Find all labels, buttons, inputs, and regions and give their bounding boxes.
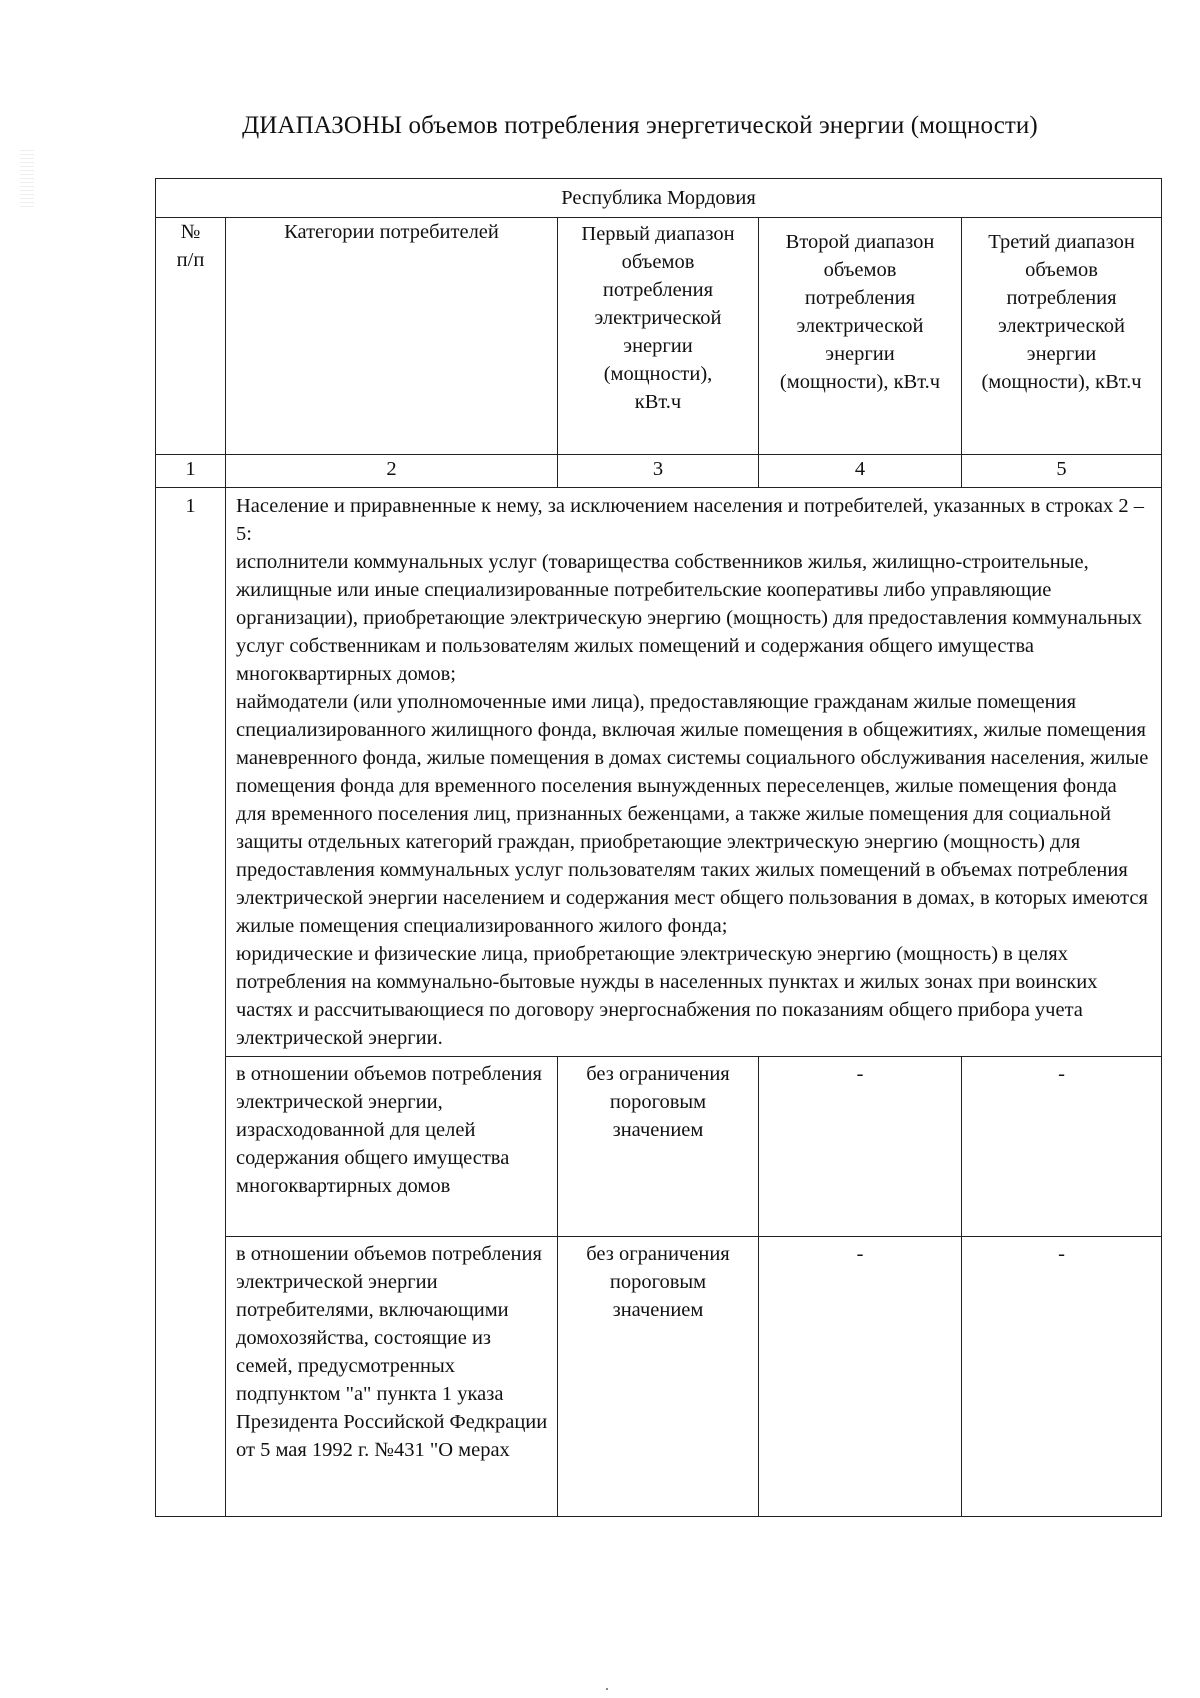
scan-artifact — [20, 150, 34, 210]
column-number-3: 3 — [558, 455, 759, 488]
description-paragraph: наймодатели (или уполномоченные ими лица), предоставляющие гражданам жилые помещения специализированного жилищного фонда, включая жилые помещения в общежитиях, жилые помещения маневренного фонда, жилые помещения в домах системы социального обслуживания населения, жилые помещения фонда для временного поселения вынужденных переселенцев, жилые помещения фонда для временного поселения лиц, признанных беженцами, а также жилые помещения для социальной защиты отдельных категорий граждан, приобретающие электрическую энергию (мощность) для предоставления коммунальных услуг пользователям таких жилых помещений в объемах потребления электрической энергии населением и содержания мест общего пользования в домах, в которых имеются жилые помещения специализированного жилого фонда; — [236, 691, 1149, 937]
row-number: 1 — [156, 488, 226, 1517]
region-cell: Республика Мордовия — [156, 179, 1162, 218]
sub-row-range-2: - — [759, 1057, 962, 1237]
sub-row-range-1 — [558, 1237, 759, 1517]
region-row — [156, 179, 1162, 218]
header-range-3-text: Третий диапазон объемов потребления электрической энергии (мощности), кВт.ч — [981, 231, 1142, 393]
sub-row-category: в отношении объемов потребления электрической энергии, израсходованной для целей содержания общего имущества многоквартирных домов — [226, 1057, 558, 1237]
header-range-1 — [558, 218, 759, 455]
row-description — [226, 488, 1162, 1057]
table-row — [156, 1237, 1162, 1517]
description-paragraph: юридические и физические лица, приобретающие электрическую энергию (мощность) в целях потребления на коммунально-бытовые нужды в населенных пунктах и жилых зонах при воинских частях и рассчитывающиеся по договору энергоснабжения по показаниям общего прибора учета электрической энергии. — [236, 943, 1098, 1049]
consumption-ranges-table — [155, 178, 1162, 1517]
header-number — [156, 218, 226, 455]
table-row — [156, 488, 1162, 1057]
sub-row-range-3: - — [962, 1057, 1162, 1237]
sub-row-range-2: - — [759, 1237, 962, 1517]
description-paragraph: исполнители коммунальных услуг (товарищества собственников жилья, жилищно-строительные, жилищные или иные специализированные потребительские кооперативы либо управляющие организации), приобретающие электрическую энергию (мощность) для предоставления коммунальных услуг собственникам и пользователям жилых помещений и содержания общего имущества многоквартирных домов; — [236, 551, 1142, 685]
sub-row-range-1-text: без ограничения пороговым значением — [586, 1063, 730, 1141]
column-number-2: 2 — [226, 455, 558, 488]
header-range-3 — [962, 218, 1162, 455]
header-range-2 — [759, 218, 962, 455]
scan-dot — [606, 1688, 608, 1690]
sub-row-range-3: - — [962, 1237, 1162, 1517]
column-number-4: 4 — [759, 455, 962, 488]
column-number-row — [156, 455, 1162, 488]
column-number-5: 5 — [962, 455, 1162, 488]
description-paragraph: Население и приравненные к нему, за исключением населения и потребителей, указанных в строках 2 – 5: — [236, 495, 1145, 545]
header-range-2-text: Второй диапазон объемов потребления электрической энергии (мощности), кВт.ч — [779, 231, 941, 393]
table-row — [156, 1057, 1162, 1237]
document-title: ДИАПАЗОНЫ объемов потребления энергетической энергии (мощности) — [242, 112, 1038, 139]
header-range-1-text: Первый диапазон объемов потребления электрической энергии (мощности), кВт.ч — [581, 223, 735, 413]
header-category: Категории потребителей — [226, 218, 558, 455]
sub-row-category: в отношении объемов потребления электрической энергии потребителями, включающими домохозяйства, состоящие из семей, предусмотренных подпунктом "а" пункта 1 указа Президента Российской Федкрации от 5 мая 1992 г. №431 "О мерах — [226, 1237, 558, 1517]
sub-row-range-1 — [558, 1057, 759, 1237]
header-number-text: № п/п — [176, 221, 205, 271]
header-row — [156, 218, 1162, 455]
sub-row-range-1-text: без ограничения пороговым значением — [586, 1243, 730, 1321]
column-number-1: 1 — [156, 455, 226, 488]
